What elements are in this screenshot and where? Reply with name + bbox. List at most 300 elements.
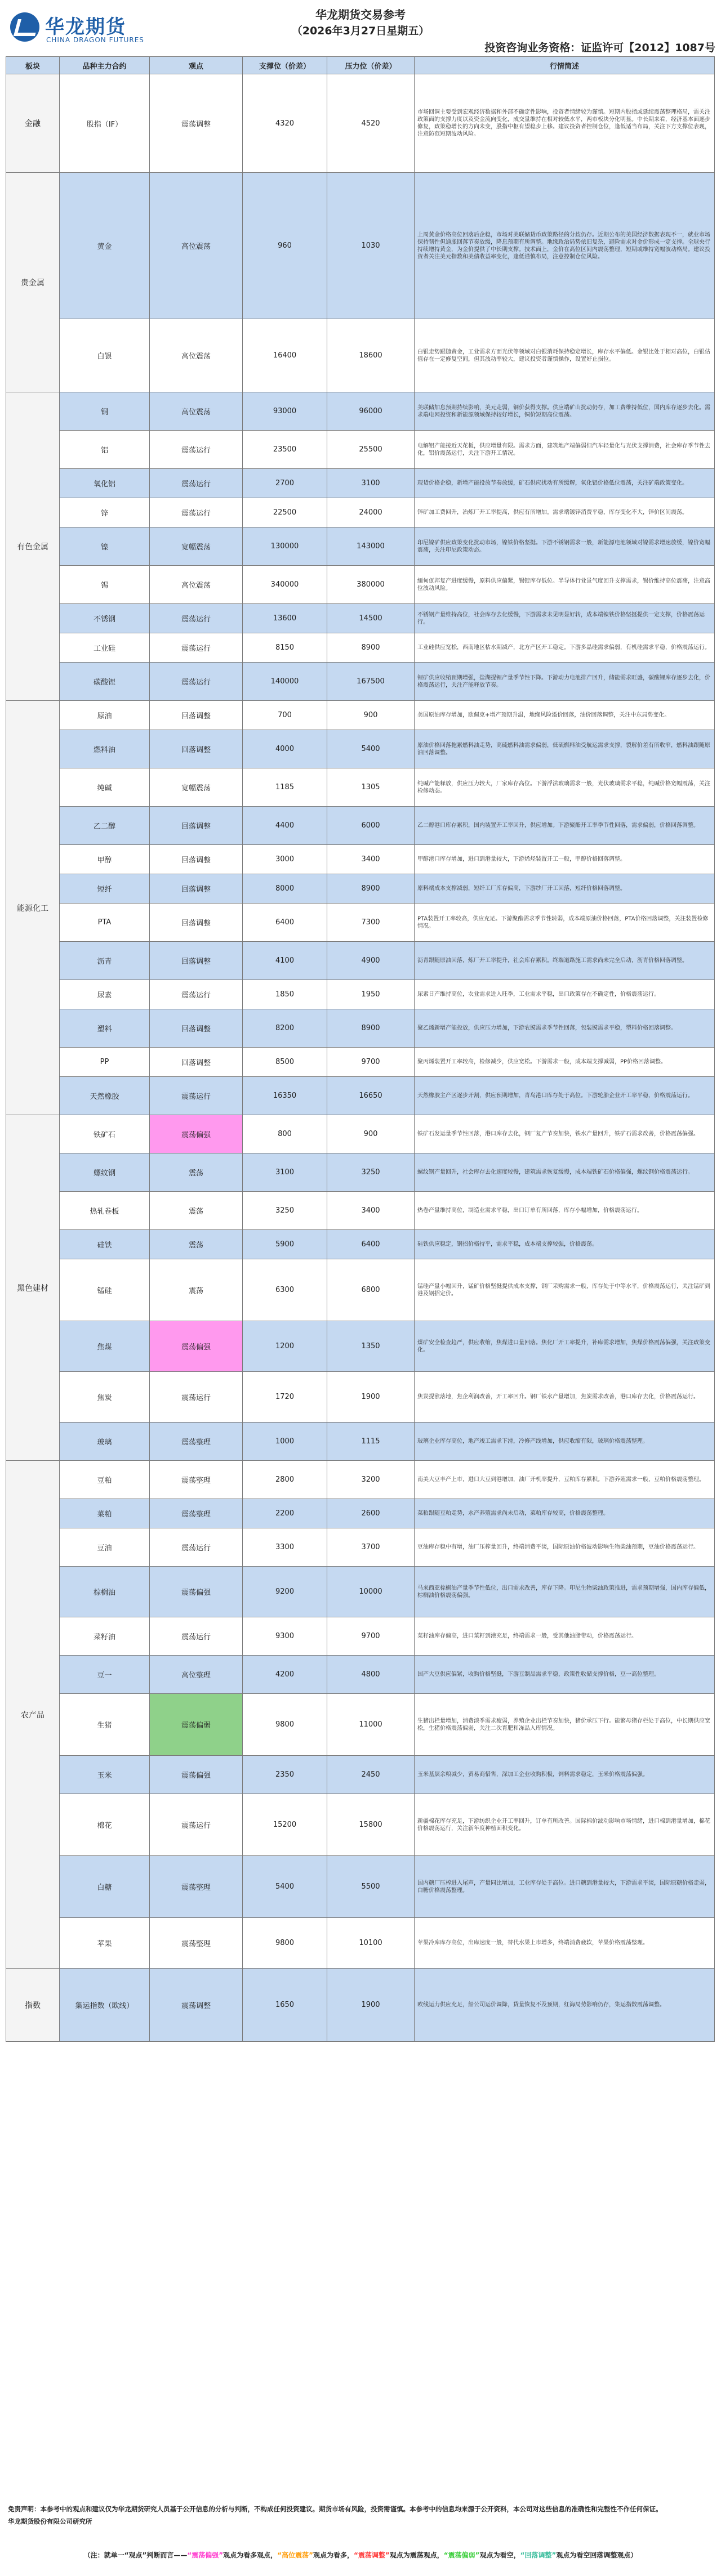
support-cell: 1650 <box>243 1969 327 2042</box>
table-row <box>6 1321 715 1372</box>
support-cell: 9300 <box>243 1617 327 1656</box>
product-cell: 白银 <box>60 319 150 392</box>
analysis-cell: 不锈钢产量维持高位，社会库存去化缓慢，下游需求未见明显好转，成本端镍铁价格坚挺提供一定支撑，价格震荡运行。 <box>415 604 715 633</box>
table-row <box>6 604 715 633</box>
product-cell: 锌 <box>60 498 150 527</box>
analysis-cell: PTA装置开工率较高，供应充足。下游聚酯需求季节性转弱，成本端原油价格回落，PTA价格回落调整，关注装置检修情况。 <box>415 904 715 942</box>
resistance-cell: 3700 <box>327 1528 415 1567</box>
resistance-cell: 143000 <box>327 527 415 566</box>
table-row <box>6 942 715 980</box>
support-cell: 3250 <box>243 1192 327 1230</box>
resistance-cell: 2600 <box>327 1499 415 1528</box>
analysis-cell: 南美大豆丰产上市，进口大豆到港增加，油厂开机率提升，豆粕库存累积。下游养殖需求一般，豆粕价格震荡整理。 <box>415 1461 715 1499</box>
product-cell: 碳酸锂 <box>60 663 150 701</box>
legend-segment: “震荡偏弱” <box>443 2551 480 2559</box>
view-cell: 回落调整 <box>150 730 243 768</box>
support-cell: 2700 <box>243 469 327 498</box>
support-cell: 3000 <box>243 845 327 874</box>
table-row <box>6 392 715 431</box>
product-cell: 锰硅 <box>60 1259 150 1321</box>
resistance-cell: 1115 <box>327 1423 415 1461</box>
sector-cell: 有色金属 <box>6 392 60 701</box>
view-cell: 震荡运行 <box>150 1077 243 1115</box>
table-row <box>6 498 715 527</box>
table-row <box>6 1656 715 1694</box>
support-cell: 1200 <box>243 1321 327 1372</box>
table-row <box>6 730 715 768</box>
product-cell: 菜粕 <box>60 1499 150 1528</box>
analysis-cell: 硅铁供应稳定，钢招价格持平，需求平稳，成本端支撑较强，价格震荡。 <box>415 1230 715 1259</box>
table-row <box>6 1794 715 1856</box>
sector-cell: 黑色建材 <box>6 1115 60 1461</box>
disclaimer-text: 免责声明：本参考中的观点和建议仅为华龙期货研究人员基于公开信息的分析与判断，不构成任何投资建议。期货市场有风险，投资需谨慎。本参考中的信息均来源于公开资料，本公司对这些信息的准确性和完整性不作任何保证。 <box>8 2505 662 2513</box>
resistance-cell: 3200 <box>327 1461 415 1499</box>
resistance-cell: 6400 <box>327 1230 415 1259</box>
product-cell: 棕榈油 <box>60 1567 150 1617</box>
view-cell: 回落调整 <box>150 1048 243 1077</box>
view-cell: 震荡运行 <box>150 633 243 663</box>
view-cell: 高位震荡 <box>150 319 243 392</box>
analysis-cell: 上周黄金价格高位回落后企稳，市场对美联储货币政策路径的分歧仍存。近期公布的美国经济数据表现不一，就业市场保持韧性但通胀回落节奏放缓，降息预期有所调整。地缘政治局势依旧复杂，避险需求对金价形成一定支撑。全球央行持续增持黄金，为金价提供了中长期支撑。技术面上，金价在高位区间内震荡整理，短期或维持宽幅波动格局。建议投资者关注美元指数和美债收益率变化，逢低谨慎布局，注意控制仓位风险。 <box>415 173 715 319</box>
support-cell: 140000 <box>243 663 327 701</box>
resistance-cell: 3100 <box>327 469 415 498</box>
product-cell: 镍 <box>60 527 150 566</box>
sector-cell: 贵金属 <box>6 173 60 392</box>
support-cell: 8150 <box>243 633 327 663</box>
legend-segment: “震荡调整” <box>353 2551 390 2559</box>
table-header-row <box>6 57 715 74</box>
resistance-cell: 1350 <box>327 1321 415 1372</box>
resistance-cell: 15800 <box>327 1794 415 1856</box>
table-row <box>6 874 715 904</box>
resistance-cell: 6000 <box>327 807 415 845</box>
product-cell: 铜 <box>60 392 150 431</box>
product-cell: 玻璃 <box>60 1423 150 1461</box>
view-cell: 震荡整理 <box>150 1423 243 1461</box>
analysis-cell: 苹果冷库库存高位，出库速度一般，替代水果上市增多，终端消费疲软，苹果价格震荡整理。 <box>415 1918 715 1969</box>
table-row <box>6 1192 715 1230</box>
analysis-cell: 缅甸佤邦复产进度缓慢，原料供应偏紧，锡锭库存低位。半导体行业景气度回升支撑需求，锡价维持高位震荡，注意高位波动风险。 <box>415 566 715 604</box>
reference-table <box>6 56 715 2042</box>
analysis-cell: 国产大豆供应偏紧，收购价格坚挺，下游豆制品需求平稳，政策性收储支撑价格，豆一高位整理。 <box>415 1656 715 1694</box>
report-title: 华龙期货交易参考 <box>315 8 406 21</box>
view-cell: 宽幅震荡 <box>150 768 243 807</box>
view-cell: 高位震荡 <box>150 392 243 431</box>
analysis-cell: 电解铝产能接近天花板，供应增量有限。需求方面，建筑地产端偏弱但汽车轻量化与光伏支撑消费，社会库存季节性去化，铝价震荡运行，关注下游开工情况。 <box>415 431 715 469</box>
table-row <box>6 633 715 663</box>
product-cell: PP <box>60 1048 150 1077</box>
table-row <box>6 1153 715 1192</box>
product-cell: 股指（IF） <box>60 74 150 173</box>
view-cell: 震荡运行 <box>150 1372 243 1423</box>
support-cell: 13600 <box>243 604 327 633</box>
resistance-cell: 24000 <box>327 498 415 527</box>
legend-segment: “回落调整” <box>520 2551 557 2559</box>
table-row <box>6 1461 715 1499</box>
view-cell: 震荡整理 <box>150 1461 243 1499</box>
product-cell: 铁矿石 <box>60 1115 150 1153</box>
table-row <box>6 1969 715 2042</box>
analysis-cell: 锂矿供应收缩预期增强，盐湖提锂产量季节性下降。下游动力电池排产回升，储能需求旺盛，碳酸锂库存逐步去化，价格震荡运行，关注产能释放节奏。 <box>415 663 715 701</box>
table-row <box>6 566 715 604</box>
resistance-cell: 25500 <box>327 431 415 469</box>
table-row <box>6 527 715 566</box>
table-row <box>6 663 715 701</box>
view-cell: 回落调整 <box>150 701 243 730</box>
support-cell: 1850 <box>243 980 327 1009</box>
view-cell: 回落调整 <box>150 1009 243 1048</box>
license-number: 投资咨询业务资格：证监许可【2012】1087号 <box>484 42 715 54</box>
table-row <box>6 319 715 392</box>
support-cell: 4400 <box>243 807 327 845</box>
product-cell: 豆油 <box>60 1528 150 1567</box>
product-cell: 铝 <box>60 431 150 469</box>
product-cell: 菜籽油 <box>60 1617 150 1656</box>
product-cell: 焦炭 <box>60 1372 150 1423</box>
sector-cell: 金融 <box>6 74 60 173</box>
legend-segment: “高位震荡” <box>277 2551 313 2559</box>
legend-segment: （注：就单一“观点”判断而言—— <box>83 2551 188 2559</box>
resistance-cell: 4800 <box>327 1656 415 1694</box>
legend-segment: 观点为震荡观点， <box>389 2551 444 2559</box>
table-row <box>6 1423 715 1461</box>
logo-text-cn: 华龙期货 <box>45 16 126 38</box>
resistance-cell: 3250 <box>327 1153 415 1192</box>
legend-segment: 观点为看多， <box>313 2551 354 2559</box>
product-cell: 氧化铝 <box>60 469 150 498</box>
support-cell: 9800 <box>243 1694 327 1756</box>
product-cell: 沥青 <box>60 942 150 980</box>
view-cell: 震荡整理 <box>150 1856 243 1918</box>
table-row <box>6 845 715 874</box>
resistance-cell: 1950 <box>327 980 415 1009</box>
support-cell: 2200 <box>243 1499 327 1528</box>
view-cell: 回落调整 <box>150 904 243 942</box>
support-cell: 6300 <box>243 1259 327 1321</box>
table-row <box>6 1918 715 1969</box>
view-cell: 震荡运行 <box>150 663 243 701</box>
product-cell: 塑料 <box>60 1009 150 1048</box>
analysis-cell: 马来西亚棕榈油产量季节性低位，出口需求改善，库存下降。印尼生物柴油政策推进，需求预期增强，国内库存偏低，棕榈油价格震荡偏强。 <box>415 1567 715 1617</box>
product-cell: 甲醇 <box>60 845 150 874</box>
table-row <box>6 701 715 730</box>
support-cell: 800 <box>243 1115 327 1153</box>
view-cell: 回落调整 <box>150 807 243 845</box>
product-cell: 燃料油 <box>60 730 150 768</box>
analysis-cell: 生猪出栏量增加，消费淡季需求疲弱，养殖企业出栏节奏加快，猪价承压下行。能繁母猪存栏处于高位，中长期供应宽松，生猪价格震荡偏弱，关注二次育肥和冻品入库情况。 <box>415 1694 715 1756</box>
resistance-cell: 7300 <box>327 904 415 942</box>
product-cell: 集运指数（欧线） <box>60 1969 150 2042</box>
support-cell: 700 <box>243 701 327 730</box>
view-cell: 震荡偏强 <box>150 1115 243 1153</box>
resistance-cell: 3400 <box>327 1192 415 1230</box>
legend-segment: “震荡偏强” <box>187 2551 224 2559</box>
support-cell: 960 <box>243 173 327 319</box>
product-cell: 乙二醇 <box>60 807 150 845</box>
view-cell: 震荡运行 <box>150 1528 243 1567</box>
analysis-cell: 工业硅供应宽松，西南地区枯水期减产，北方产区开工稳定。下游多晶硅需求偏弱，有机硅需求平稳，价格震荡运行。 <box>415 633 715 663</box>
support-cell: 1000 <box>243 1423 327 1461</box>
resistance-cell: 2450 <box>327 1756 415 1794</box>
resistance-cell: 5500 <box>327 1856 415 1918</box>
product-cell: 棉花 <box>60 1794 150 1856</box>
view-cell: 震荡运行 <box>150 980 243 1009</box>
analysis-cell: 纯碱产能释放，供应压力较大，厂家库存高位。下游浮法玻璃需求一般，光伏玻璃需求平稳，纯碱价格宽幅震荡，关注检修动态。 <box>415 768 715 807</box>
product-cell: 黄金 <box>60 173 150 319</box>
resistance-cell: 6800 <box>327 1259 415 1321</box>
view-cell: 震荡偏弱 <box>150 1694 243 1756</box>
table-row <box>6 1372 715 1423</box>
product-cell: 生猪 <box>60 1694 150 1756</box>
table-row <box>6 768 715 807</box>
resistance-cell: 5400 <box>327 730 415 768</box>
analysis-cell: 美联储加息预期持续影响，美元走弱，铜价获得支撑。供应端矿山扰动仍存，加工费维持低位，国内库存逐步去化。需求端电网投资和新能源领域保持较好增长，铜价短期高位震荡。 <box>415 392 715 431</box>
table-row <box>6 1077 715 1115</box>
support-cell: 22500 <box>243 498 327 527</box>
resistance-cell: 900 <box>327 1115 415 1153</box>
resistance-cell: 167500 <box>327 663 415 701</box>
analysis-cell: 欧线运力供应充足，船公司运价调降，货量恢复不及预期，红海局势影响仍存，集运指数震荡调整。 <box>415 1969 715 2042</box>
resistance-cell: 1900 <box>327 1969 415 2042</box>
support-cell: 8200 <box>243 1009 327 1048</box>
analysis-cell: 原料端成本支撑减弱，短纤工厂库存偏高，下游纱厂开工回落，短纤价格回落调整。 <box>415 874 715 904</box>
table-row <box>6 1756 715 1794</box>
table-row <box>6 1009 715 1048</box>
table-row <box>6 1528 715 1567</box>
analysis-cell: 沥青跟随原油回落，炼厂开工率提升，社会库存累积。终端道路施工需求尚未完全启动，沥青价格回落调整。 <box>415 942 715 980</box>
view-cell: 震荡运行 <box>150 498 243 527</box>
product-cell: 尿素 <box>60 980 150 1009</box>
legend-segment: 观点为看空回落调整观点） <box>556 2551 638 2559</box>
table-row <box>6 431 715 469</box>
resistance-cell: 11000 <box>327 1694 415 1756</box>
analysis-cell: 国内糖厂压榨进入尾声，产量同比增加，工业库存处于高位。进口糖到港量较大，下游需求平淡，国际原糖价格走弱，白糖价格震荡整理。 <box>415 1856 715 1918</box>
sector-cell: 农产品 <box>6 1461 60 1969</box>
support-cell: 4000 <box>243 730 327 768</box>
support-cell: 2800 <box>243 1461 327 1499</box>
header-product: 品种主力合约 <box>60 57 150 74</box>
view-cell: 震荡 <box>150 1230 243 1259</box>
analysis-cell: 聚丙烯装置开工率较高，检修减少，供应宽松。下游需求一般，成本端支撑减弱，PP价格回落调整。 <box>415 1048 715 1077</box>
view-cell: 震荡整理 <box>150 1499 243 1528</box>
table-row <box>6 74 715 173</box>
resistance-cell: 1305 <box>327 768 415 807</box>
support-cell: 6400 <box>243 904 327 942</box>
support-cell: 5900 <box>243 1230 327 1259</box>
support-cell: 93000 <box>243 392 327 431</box>
resistance-cell: 3400 <box>327 845 415 874</box>
resistance-cell: 380000 <box>327 566 415 604</box>
table-row <box>6 1617 715 1656</box>
support-cell: 15200 <box>243 1794 327 1856</box>
product-cell: 螺纹钢 <box>60 1153 150 1192</box>
header-resistance: 压力位（价差） <box>327 57 415 74</box>
table-row <box>6 1230 715 1259</box>
product-cell: 玉米 <box>60 1756 150 1794</box>
analysis-cell: 锰硅产量小幅回升，锰矿价格坚挺提供成本支撑，钢厂采购需求一般，库存处于中等水平，价格震荡运行，关注锰矿到港及钢招定价。 <box>415 1259 715 1321</box>
disclaimer <box>8 2503 712 2528</box>
table-row <box>6 1856 715 1918</box>
product-cell: 焦煤 <box>60 1321 150 1372</box>
analysis-cell: 现货价格企稳，新增产能投放节奏放缓，矿石供应扰动有所缓解，氧化铝价格低位震荡，关注矿端政策变化。 <box>415 469 715 498</box>
resistance-cell: 8900 <box>327 1009 415 1048</box>
resistance-cell: 8900 <box>327 874 415 904</box>
product-cell: 工业硅 <box>60 633 150 663</box>
view-legend <box>0 2550 721 2560</box>
resistance-cell: 9700 <box>327 1048 415 1077</box>
logo-text-en: CHINA DRAGON FUTURES <box>46 36 144 44</box>
product-cell: 天然橡胶 <box>60 1077 150 1115</box>
analysis-cell: 焦炭提涨落地，焦企利润改善，开工率回升。钢厂铁水产量增加，焦炭需求改善，港口库存去化，价格震荡运行。 <box>415 1372 715 1423</box>
table-row <box>6 1694 715 1756</box>
view-cell: 震荡偏强 <box>150 1756 243 1794</box>
product-cell: 硅铁 <box>60 1230 150 1259</box>
company-name: 华龙期货股份有限公司研究所 <box>8 2517 92 2525</box>
view-cell: 震荡 <box>150 1192 243 1230</box>
resistance-cell: 900 <box>327 701 415 730</box>
resistance-cell: 10100 <box>327 1918 415 1969</box>
analysis-cell: 豆油库存稳中有增，油厂压榨量回升，终端消费平淡，国际原油价格波动影响生物柴油预期，豆油价格震荡运行。 <box>415 1528 715 1567</box>
resistance-cell: 14500 <box>327 604 415 633</box>
product-cell: 苹果 <box>60 1918 150 1969</box>
header-analysis: 行情简述 <box>415 57 715 74</box>
support-cell: 9800 <box>243 1918 327 1969</box>
view-cell: 回落调整 <box>150 874 243 904</box>
resistance-cell: 8900 <box>327 633 415 663</box>
report-header <box>0 0 721 59</box>
view-cell: 震荡运行 <box>150 604 243 633</box>
analysis-cell: 美国原油库存增加，欧佩克+增产预期升温，地缘风险溢价回落，油价回落调整，关注中东局势变化。 <box>415 701 715 730</box>
table-row <box>6 1567 715 1617</box>
product-cell: 豆一 <box>60 1656 150 1694</box>
product-cell: 原油 <box>60 701 150 730</box>
product-cell: 短纤 <box>60 874 150 904</box>
support-cell: 1720 <box>243 1372 327 1423</box>
table-row <box>6 1259 715 1321</box>
view-cell: 震荡运行 <box>150 469 243 498</box>
analysis-cell: 市场回调主要受到宏观经济数据和外部不确定性影响，投资者情绪较为谨慎。短期内股指或延续震荡整理格局，需关注政策面的支撑力度以及资金流向变化，成交量维持在相对较低水平，两市板块分化明显。中长期来看，经济基本面逐步修复，政策稳增长的方向未变，股指中枢有望稳步上移。建议投资者控制仓位，逢低适当布局，关注下方支撑位表现，注意防范短期波动风险。 <box>415 74 715 173</box>
analysis-cell: 玻璃企业库存高位，地产竣工需求下滑，冷修产线增加，供应收缩有限，玻璃价格震荡整理。 <box>415 1423 715 1461</box>
support-cell: 3300 <box>243 1528 327 1567</box>
analysis-cell: 煤矿安全检查趋严，供应收缩，焦煤进口量回落。焦化厂开工率提升，补库需求增加，焦煤价格震荡偏强，关注政策变化。 <box>415 1321 715 1372</box>
resistance-cell: 10000 <box>327 1567 415 1617</box>
resistance-cell: 16650 <box>327 1077 415 1115</box>
table-row <box>6 1048 715 1077</box>
analysis-cell: 铁矿石发运量季节性回落，港口库存去化，钢厂复产节奏加快，铁水产量回升，铁矿石需求改善，价格震荡偏强。 <box>415 1115 715 1153</box>
table-row <box>6 469 715 498</box>
resistance-cell: 4520 <box>327 74 415 173</box>
support-cell: 340000 <box>243 566 327 604</box>
analysis-cell: 玉米基层余粮减少，贸易商惜售，深加工企业收购积极，饲料需求稳定，玉米价格震荡偏强。 <box>415 1756 715 1794</box>
resistance-cell: 9700 <box>327 1617 415 1656</box>
table-row <box>6 980 715 1009</box>
table-row <box>6 1499 715 1528</box>
sector-cell: 能源化工 <box>6 701 60 1115</box>
support-cell: 2350 <box>243 1756 327 1794</box>
header-support: 支撑位（价差） <box>243 57 327 74</box>
analysis-cell: 尿素日产维持高位，农业需求进入旺季，工业需求平稳，出口政策存在不确定性，价格震荡运行。 <box>415 980 715 1009</box>
analysis-cell: 甲醇港口库存增加，进口到港量较大，下游烯烃装置开工一般，甲醇价格回落调整。 <box>415 845 715 874</box>
product-cell: 锡 <box>60 566 150 604</box>
view-cell: 震荡整理 <box>150 1918 243 1969</box>
table-row <box>6 807 715 845</box>
resistance-cell: 1900 <box>327 1372 415 1423</box>
view-cell: 回落调整 <box>150 845 243 874</box>
resistance-cell: 96000 <box>327 392 415 431</box>
view-cell: 震荡运行 <box>150 1617 243 1656</box>
product-cell: PTA <box>60 904 150 942</box>
table-row <box>6 1115 715 1153</box>
table-row <box>6 173 715 319</box>
product-cell: 不锈钢 <box>60 604 150 633</box>
analysis-cell: 天然橡胶主产区逐步开割，供应预期增加，青岛港口库存处于高位。下游轮胎企业开工率平稳，价格震荡运行。 <box>415 1077 715 1115</box>
support-cell: 3100 <box>243 1153 327 1192</box>
view-cell: 震荡调整 <box>150 74 243 173</box>
support-cell: 1185 <box>243 768 327 807</box>
analysis-cell: 菜粕跟随豆粕走势，水产养殖需求尚未启动，菜粕库存较高，价格震荡整理。 <box>415 1499 715 1528</box>
product-cell: 纯碱 <box>60 768 150 807</box>
view-cell: 高位整理 <box>150 1656 243 1694</box>
support-cell: 8000 <box>243 874 327 904</box>
support-cell: 16350 <box>243 1077 327 1115</box>
analysis-cell: 印尼镍矿供应政策变化扰动市场，镍铁价格坚挺。下游不锈钢需求一般，新能源电池领域对镍需求增速放缓，镍价宽幅震荡，关注印尼政策动态。 <box>415 527 715 566</box>
legend-segment: 观点为看多观点， <box>223 2551 278 2559</box>
report-date: （2026年3月27日星期五） <box>291 25 430 37</box>
sector-cell: 指数 <box>6 1969 60 2042</box>
analysis-cell: 螺纹钢产量回升，社会库存去化速度较慢，建筑需求恢复缓慢，成本端铁矿石价格偏强，螺纹钢价格震荡运行。 <box>415 1153 715 1192</box>
product-cell: 热轧卷板 <box>60 1192 150 1230</box>
support-cell: 16400 <box>243 319 327 392</box>
view-cell: 震荡偏强 <box>150 1321 243 1372</box>
legend-segment: 观点为看空， <box>479 2551 520 2559</box>
product-cell: 豆粕 <box>60 1461 150 1499</box>
view-cell: 震荡 <box>150 1259 243 1321</box>
resistance-cell: 4900 <box>327 942 415 980</box>
view-cell: 宽幅震荡 <box>150 527 243 566</box>
support-cell: 9200 <box>243 1567 327 1617</box>
support-cell: 130000 <box>243 527 327 566</box>
analysis-cell: 原油价格回落拖累燃料油走势，高硫燃料油需求偏弱，低硫燃料油受航运需求支撑，裂解价差有所收窄，燃料油跟随原油回落调整。 <box>415 730 715 768</box>
analysis-cell: 乙二醇港口库存累积，国内装置开工率回升，供应增加。下游聚酯开工率季节性回落，需求偏弱，价格回落调整。 <box>415 807 715 845</box>
header-sector: 板块 <box>6 57 60 74</box>
header-view: 观点 <box>150 57 243 74</box>
view-cell: 回落调整 <box>150 942 243 980</box>
support-cell: 23500 <box>243 431 327 469</box>
view-cell: 震荡调整 <box>150 1969 243 2042</box>
support-cell: 4100 <box>243 942 327 980</box>
analysis-cell: 菜籽油库存偏高，进口菜籽到港充足，终端需求一般，受其他油脂带动，价格震荡运行。 <box>415 1617 715 1656</box>
analysis-cell: 新疆棉花库存充足，下游纺织企业开工率回升，订单有所改善。国际棉价波动影响市场情绪，进口棉到港量增加，棉花价格震荡运行，关注新年度种植面积变化。 <box>415 1794 715 1856</box>
analysis-cell: 锌矿加工费回升，冶炼厂开工率提高，供应有所增加。需求端镀锌消费平稳，库存变化不大，锌价区间震荡。 <box>415 498 715 527</box>
resistance-cell: 18600 <box>327 319 415 392</box>
product-cell: 白糖 <box>60 1856 150 1918</box>
analysis-cell: 热卷产量维持高位，制造业需求平稳，出口订单有所回落，库存小幅增加，价格震荡运行。 <box>415 1192 715 1230</box>
view-cell: 震荡偏强 <box>150 1567 243 1617</box>
analysis-cell: 聚乙烯新增产能投放，供应压力增加，下游农膜需求季节性回落，包装膜需求平稳，塑料价格回落调整。 <box>415 1009 715 1048</box>
resistance-cell: 1030 <box>327 173 415 319</box>
support-cell: 5400 <box>243 1856 327 1918</box>
view-cell: 高位震荡 <box>150 173 243 319</box>
support-cell: 8500 <box>243 1048 327 1077</box>
support-cell: 4200 <box>243 1656 327 1694</box>
view-cell: 高位震荡 <box>150 566 243 604</box>
table-row <box>6 904 715 942</box>
view-cell: 震荡 <box>150 1153 243 1192</box>
analysis-cell: 白银走势跟随黄金，工业需求方面光伏等领域对白银消耗保持稳定增长，库存水平偏低。金银比处于相对高位，白银估值存在一定修复空间，但其波动率较大，建议投资者谨慎操作，设置好止损位。 <box>415 319 715 392</box>
view-cell: 震荡运行 <box>150 431 243 469</box>
view-cell: 震荡运行 <box>150 1794 243 1856</box>
support-cell: 4320 <box>243 74 327 173</box>
